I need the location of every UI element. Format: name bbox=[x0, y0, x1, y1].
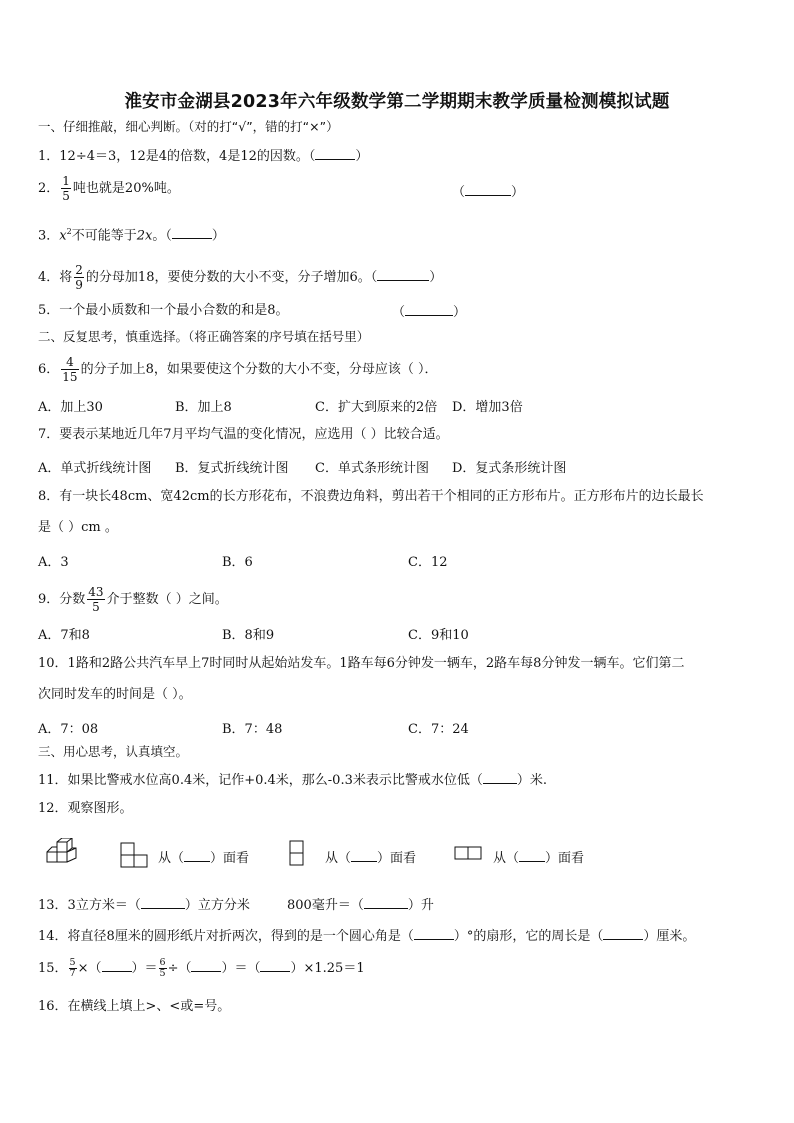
fraction: $\frac{4}{15}$ bbox=[62, 355, 78, 384]
question-2-answer: （ ） bbox=[452, 182, 524, 202]
answer-blank[interactable] bbox=[315, 146, 355, 160]
question-16: 16．在横线上填上>、<或=号。 bbox=[38, 999, 231, 1014]
answer-blank[interactable] bbox=[191, 958, 221, 972]
view-shape-b bbox=[289, 840, 305, 868]
fraction: $\frac{43}{5}$ bbox=[88, 585, 104, 614]
option-c[interactable]: C．12 bbox=[408, 555, 448, 570]
option-b[interactable]: B．7：48 bbox=[222, 722, 283, 737]
section-1-heading: 一、仔细推敲，细心判断。（对的打“√”，错的打“×”） bbox=[38, 119, 339, 134]
question-8-line2: 是（ ）cm 。 bbox=[38, 520, 118, 535]
view-label-c: 从（ ）面看 bbox=[493, 848, 584, 868]
option-a[interactable]: A．7：08 bbox=[38, 722, 99, 737]
answer-blank[interactable] bbox=[141, 895, 185, 909]
fraction: $\frac{5}{7}$ bbox=[69, 957, 76, 979]
view-shape-a bbox=[120, 842, 150, 868]
fraction: $\frac{2}{9}$ bbox=[75, 263, 83, 292]
answer-blank[interactable] bbox=[260, 958, 290, 972]
cube-stack-figure bbox=[46, 838, 80, 870]
answer-blank[interactable] bbox=[184, 848, 210, 862]
question-8-line1: 8．有一块长48cm、宽42cm的长方形花布，不浪费边角料，剪出若干个相同的正方形布片。正方形布片的边长最长 bbox=[38, 489, 704, 504]
option-d[interactable]: D．增加3倍 bbox=[452, 400, 523, 415]
section-3-heading: 三、用心思考，认真填空。 bbox=[38, 744, 189, 759]
fraction: $\frac{1}{5}$ bbox=[62, 174, 70, 203]
answer-blank[interactable] bbox=[414, 926, 454, 940]
answer-blank[interactable] bbox=[351, 848, 377, 862]
question-11: 11．如果比警戒水位高0.4米，记作+0.4米，那么-0.3米表示比警戒水位低（ ）米. bbox=[38, 770, 547, 790]
question-9: 9．分数 $\frac{43}{5}$ 介于整数（ ）之间。 bbox=[38, 585, 228, 614]
answer-blank[interactable] bbox=[102, 958, 132, 972]
question-3: 3．$x^2$不可能等于2x。（ ） bbox=[38, 227, 225, 244]
answer-blank[interactable] bbox=[172, 225, 212, 239]
option-b[interactable]: B．6 bbox=[222, 555, 253, 570]
option-c[interactable]: C．9和10 bbox=[408, 628, 469, 643]
fraction: $\frac{6}{5}$ bbox=[159, 957, 166, 979]
question-6: 6． $\frac{4}{15}$ 的分子加上8，如果要使这个分数的大小不变，分母应该（ ）． bbox=[38, 355, 438, 384]
question-12: 12．观察图形。 bbox=[38, 801, 133, 816]
option-c[interactable]: C．扩大到原来的2倍 bbox=[315, 400, 438, 415]
answer-blank[interactable] bbox=[405, 302, 453, 316]
section-2-heading: 二、反复思考，慎重选择。（将正确答案的序号填在括号里） bbox=[38, 329, 370, 344]
question-14: 14．将直径8厘米的圆形纸片对折两次，得到的是一个圆心角是（ ）°的扇形，它的周长是（ ）厘米。 bbox=[38, 926, 695, 946]
option-a[interactable]: A．7和8 bbox=[38, 628, 90, 643]
option-a[interactable]: A．单式折线统计图 bbox=[38, 461, 152, 476]
option-a[interactable]: A．加上30 bbox=[38, 400, 103, 415]
answer-blank[interactable] bbox=[603, 926, 643, 940]
question-1: 1．12÷4＝3，12是4的倍数，4是12的因数。（ ） bbox=[38, 146, 368, 166]
question-5-answer: （ ） bbox=[392, 302, 466, 322]
view-shape-c bbox=[454, 846, 484, 862]
option-c[interactable]: C．7：24 bbox=[408, 722, 469, 737]
question-13: 13．3立方米＝（ ）立方分米 bbox=[38, 895, 250, 915]
question-7: 7．要表示某地近几年7月平均气温的变化情况，应选用（ ）比较合适。 bbox=[38, 427, 449, 442]
option-b[interactable]: B．8和9 bbox=[222, 628, 275, 643]
question-10-line1: 10．1路和2路公共汽车早上7时同时从起始站发车。1路车每6分钟发一辆车，2路车每8分钟发一辆车。它们第二 bbox=[38, 656, 685, 671]
answer-blank[interactable] bbox=[364, 895, 408, 909]
option-d[interactable]: D．复式条形统计图 bbox=[452, 461, 567, 476]
option-b[interactable]: B．复式折线统计图 bbox=[175, 461, 289, 476]
answer-blank[interactable] bbox=[483, 770, 517, 784]
option-c[interactable]: C．单式条形统计图 bbox=[315, 461, 429, 476]
question-10-line2: 次同时发车的时间是（ ）。 bbox=[38, 687, 192, 702]
question-5: 5．一个最小质数和一个最小合数的和是8。 bbox=[38, 303, 289, 318]
view-label-a: 从（ ）面看 bbox=[158, 848, 249, 868]
option-b[interactable]: B．加上8 bbox=[175, 400, 232, 415]
answer-blank[interactable] bbox=[519, 848, 545, 862]
option-a[interactable]: A．3 bbox=[38, 555, 69, 570]
question-2: 2． $\frac{1}{5}$ 吨也就是20%吨。 bbox=[38, 174, 180, 203]
page-title: 淮安市金湖县2023年六年级数学第二学期期末教学质量检测模拟试题 bbox=[124, 92, 670, 112]
question-13-part2: 800毫升＝（ ）升 bbox=[287, 895, 434, 915]
view-label-b: 从（ ）面看 bbox=[325, 848, 416, 868]
answer-blank[interactable] bbox=[465, 182, 511, 196]
question-15: 15． $\frac{5}{7}$ ×（ ）＝ $\frac{6}{5}$ ÷（ ）＝（ ）×1.25＝1 bbox=[38, 957, 365, 979]
answer-blank[interactable] bbox=[377, 267, 429, 281]
question-4: 4．将 $\frac{2}{9}$ 的分母加18，要使分数的大小不变，分子增加6。（ ） bbox=[38, 263, 443, 292]
